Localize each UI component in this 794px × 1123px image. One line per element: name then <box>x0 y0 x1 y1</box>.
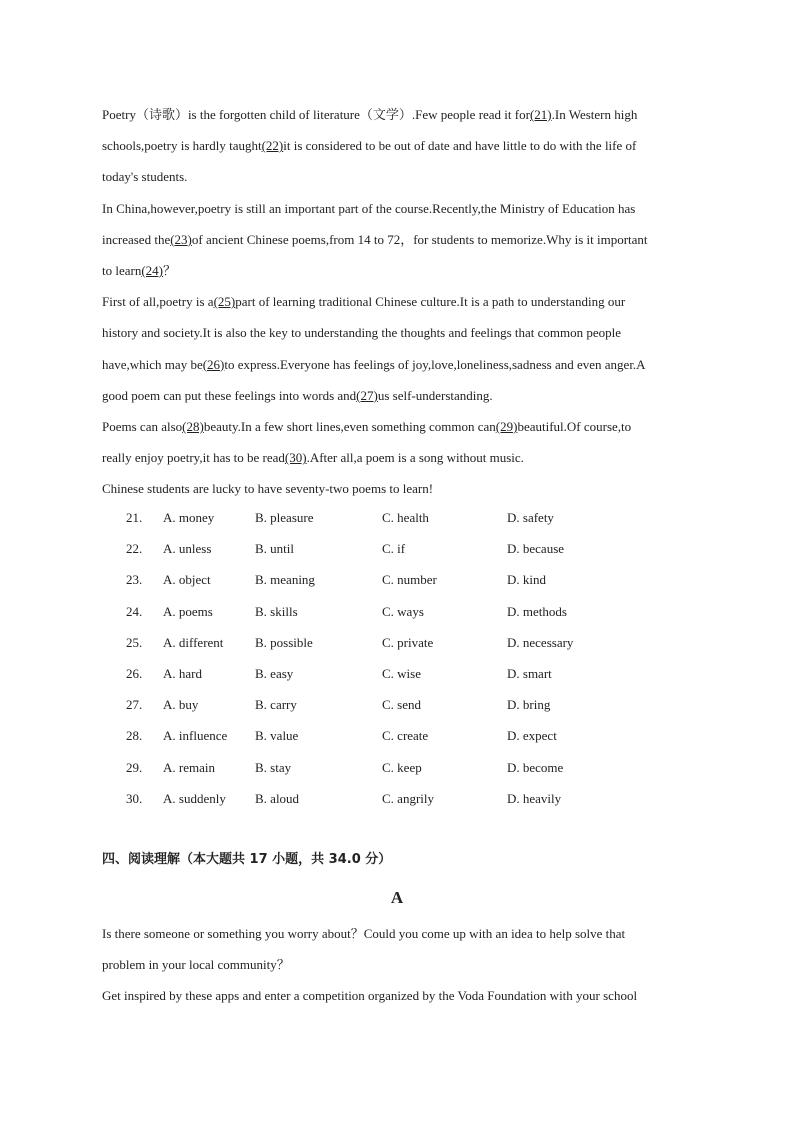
question-row <box>102 627 702 658</box>
reading-passage-a <box>102 918 702 1012</box>
passage-text: us self-understanding. <box>377 387 493 403</box>
question-number: 21. <box>126 510 143 525</box>
passage-line: problem in your local community？ <box>102 957 290 973</box>
option-c: C. private <box>382 634 434 650</box>
option-a: A. object <box>163 572 211 588</box>
option-d: D. expect <box>507 728 557 744</box>
passage-text: .After all,a poem is a song without music. <box>306 450 524 466</box>
option-b: B. value <box>255 728 299 744</box>
option-b: B. pleasure <box>255 510 314 525</box>
passage-line <box>102 442 702 473</box>
option-b: B. stay <box>255 759 292 775</box>
passage-text: have,which may be <box>102 356 203 372</box>
passage-text: good poem can put these feelings into words and <box>102 387 357 403</box>
blank-21: (21) <box>529 107 552 122</box>
cloze-passage <box>102 99 702 505</box>
option-a: A. poems <box>163 603 213 619</box>
passage-line <box>102 349 702 380</box>
option-a: A. hard <box>163 665 202 681</box>
question-number: 26. <box>126 665 143 681</box>
question-row <box>102 689 702 720</box>
passage-text: Poems can also <box>102 419 183 435</box>
option-c: C. keep <box>382 759 422 775</box>
option-d: D. because <box>507 541 565 557</box>
passage-line <box>102 161 702 192</box>
option-a: A. influence <box>163 728 228 744</box>
passage-text: part of learning traditional Chinese culture.It is a path to understanding our <box>235 294 626 310</box>
passage-line <box>102 99 702 130</box>
blank-22: (22) <box>261 138 284 154</box>
question-number: 22. <box>126 541 143 557</box>
option-a: A. suddenly <box>163 790 226 806</box>
option-b: B. possible <box>255 634 313 650</box>
passage-line <box>102 286 702 317</box>
option-c: C. angrily <box>382 790 434 806</box>
option-d: D. bring <box>507 697 551 713</box>
passage-line <box>102 193 702 224</box>
option-c: C. ways <box>382 603 424 619</box>
passage-line <box>102 380 702 411</box>
passage-text: beauty.In a few short lines,even something common can <box>203 419 496 435</box>
passage-text: First of all,poetry is a <box>102 294 214 310</box>
question-number: 23. <box>126 572 143 588</box>
option-c: C. create <box>382 728 429 744</box>
blank-24: (24) <box>141 263 164 279</box>
passage-text: really enjoy poetry,it has to be read <box>102 450 285 466</box>
option-d: D. heavily <box>507 790 562 806</box>
passage-text: it is considered to be out of date and have little to do with the life of <box>283 138 637 154</box>
passage-text: schools,poetry is hardly taught <box>102 138 262 154</box>
option-d: D. methods <box>507 603 567 619</box>
passage-text: Chinese students are lucky to have seventy-two poems to learn! <box>102 481 434 497</box>
passage-line <box>102 411 702 442</box>
option-d: D. safety <box>507 510 554 525</box>
answer-options <box>102 502 702 814</box>
passage-line <box>102 317 702 348</box>
passage-text: of ancient Chinese poems,from 14 to 72，for students to memorize.Why is it important <box>191 231 648 247</box>
blank-30: (30) <box>284 450 307 466</box>
passage-text: Poetry（诗歌）is the forgotten child of literature（文学）.Few people read it for <box>102 107 530 122</box>
section-heading: 四、阅读理解（本大题共 17 小题，共 34.0 分） <box>102 852 392 867</box>
option-c: C. send <box>382 697 421 713</box>
option-b: B. until <box>255 541 295 557</box>
passage-line <box>102 130 702 161</box>
option-d: D. smart <box>507 665 552 681</box>
question-number: 29. <box>126 759 143 775</box>
question-number: 24. <box>126 603 143 619</box>
option-c: C. wise <box>382 665 421 681</box>
passage-text: beautiful.Of course,to <box>517 419 632 435</box>
blank-23: (23) <box>170 231 192 247</box>
question-number: 30. <box>126 790 143 806</box>
question-row <box>102 720 702 751</box>
passage-text: .In Western high <box>551 107 638 122</box>
option-b: B. meaning <box>255 572 315 588</box>
blank-25: (25) <box>213 294 236 310</box>
passage-line <box>102 473 702 504</box>
passage-text: today's students. <box>102 169 188 185</box>
option-c: C. if <box>382 541 406 557</box>
option-a: A. unless <box>163 541 212 557</box>
question-row <box>102 596 702 627</box>
option-a: A. buy <box>163 697 199 713</box>
question-number: 25. <box>126 634 143 650</box>
passage-text: to learn <box>102 263 142 279</box>
option-b: B. aloud <box>255 790 300 806</box>
blank-26: (26) <box>202 356 225 372</box>
option-c: C. number <box>382 572 437 588</box>
passage-line: Is there someone or something you worry about？Could you come up with an idea to help solve that <box>102 926 626 941</box>
option-d: D. kind <box>507 572 546 588</box>
passage-text: history and society.It is also the key to understanding the thoughts and feelings that common people <box>102 325 622 341</box>
question-row <box>102 783 702 814</box>
option-b: B. skills <box>255 603 298 619</box>
part-heading: A <box>390 888 404 907</box>
question-row <box>102 533 702 564</box>
blank-28: (28) <box>182 419 204 435</box>
option-a: A. different <box>163 634 224 650</box>
option-a: A. money <box>163 510 215 525</box>
option-c: C. health <box>382 510 429 525</box>
passage-text: In China,however,poetry is still an important part of the course.Recently,the Ministry of Education has <box>102 200 636 216</box>
passage-line <box>102 255 702 286</box>
passage-text: increased the <box>102 231 171 247</box>
question-number: 28. <box>126 728 143 744</box>
option-d: D. necessary <box>507 634 574 650</box>
question-row <box>102 752 702 783</box>
question-row <box>102 658 702 689</box>
option-a: A. remain <box>163 759 215 775</box>
option-b: B. carry <box>255 697 297 713</box>
passage-text: ？ <box>163 263 177 279</box>
option-b: B. easy <box>255 665 294 681</box>
blank-27: (27) <box>356 387 378 403</box>
question-number: 27. <box>126 697 143 713</box>
question-row <box>102 502 702 533</box>
passage-line <box>102 224 702 255</box>
passage-text: to express.Everyone has feelings of joy,love,loneliness,sadness and even anger.A <box>224 356 646 372</box>
blank-29: (29) <box>495 419 518 435</box>
passage-line: Get inspired by these apps and enter a competition organized by the Voda Foundation with your school <box>102 988 638 1004</box>
option-d: D. become <box>507 759 564 775</box>
question-row <box>102 564 702 595</box>
